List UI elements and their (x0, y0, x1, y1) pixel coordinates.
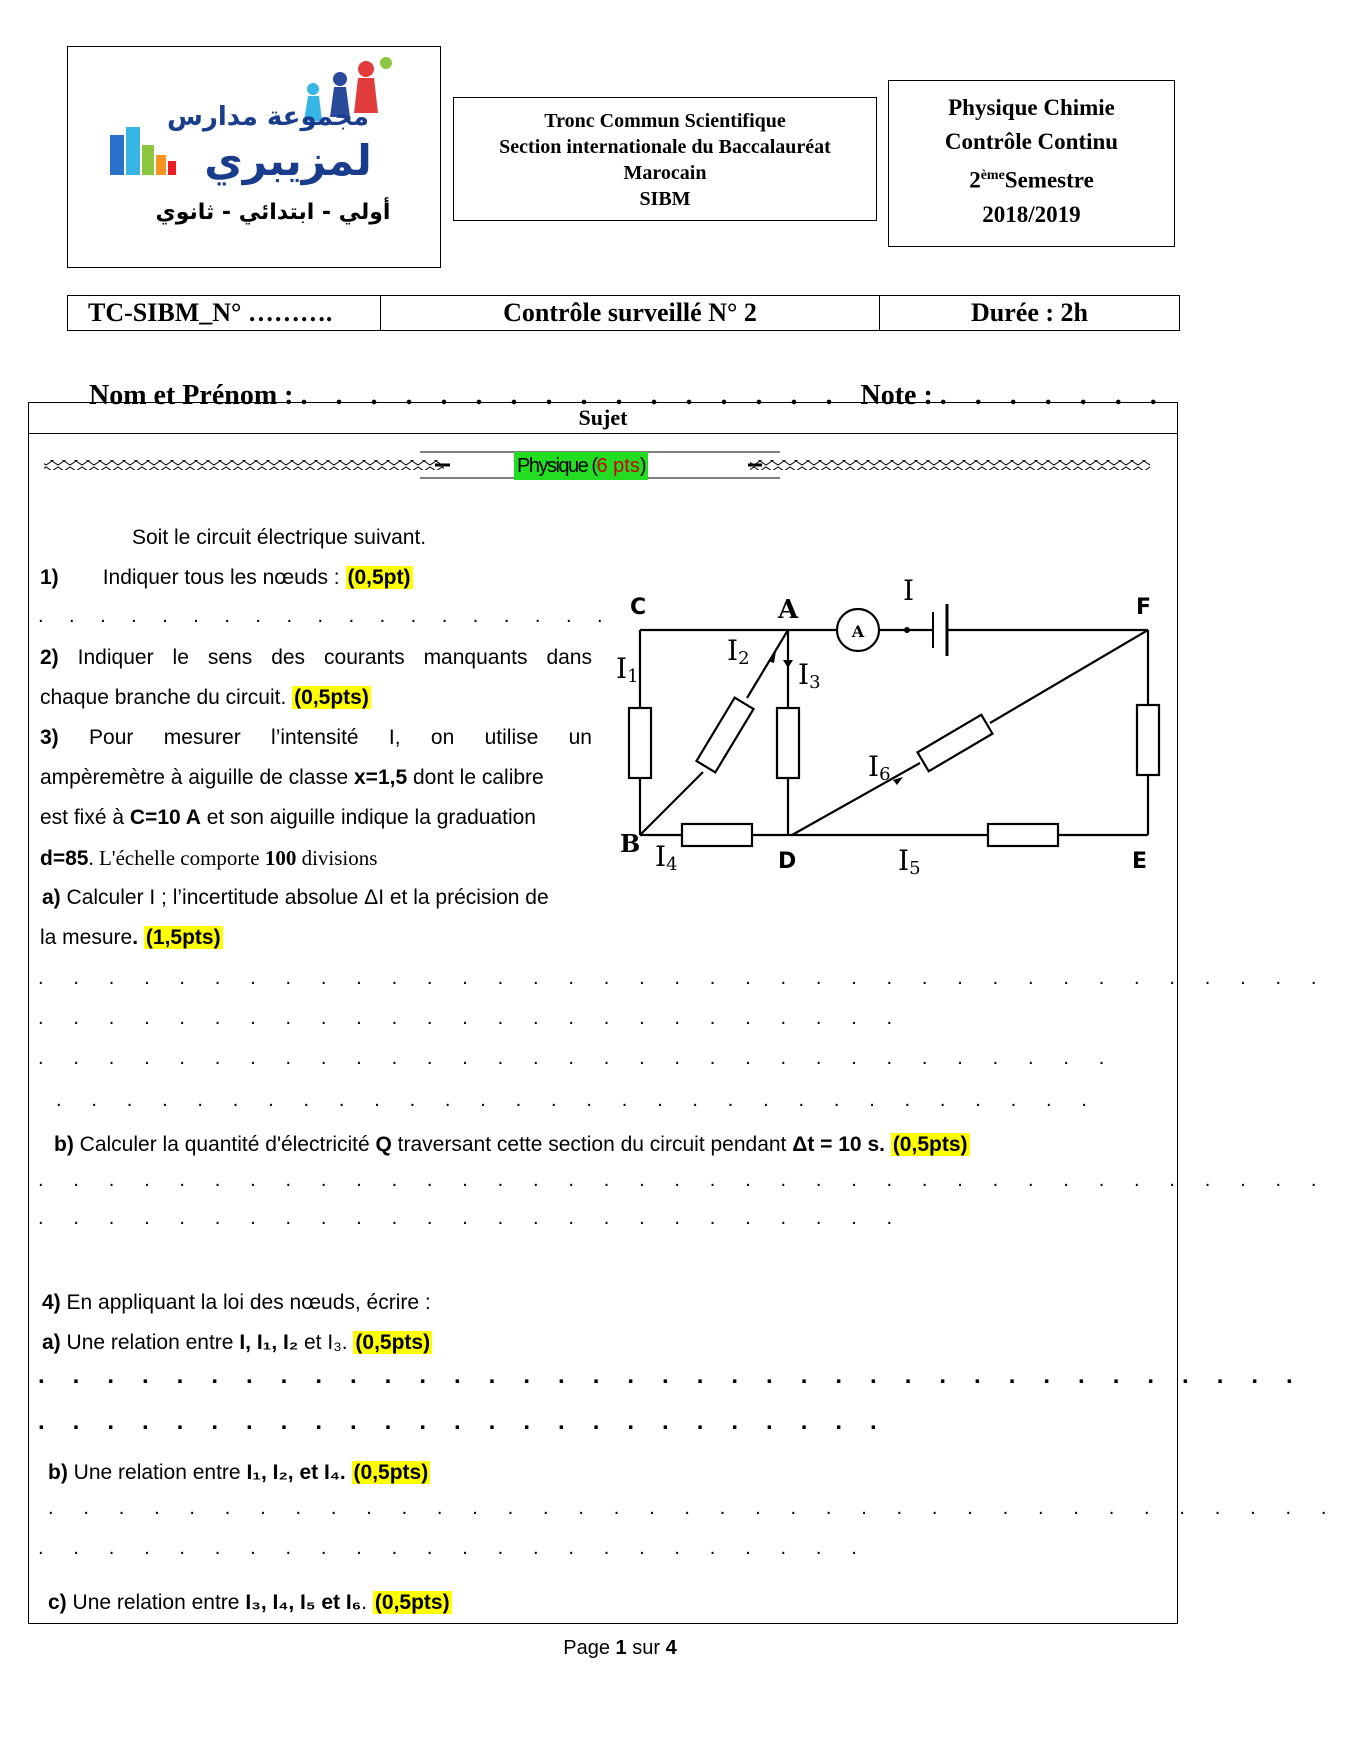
question-4c (48, 1583, 452, 1623)
node-c-label: C (630, 595, 647, 620)
semester (889, 159, 1174, 198)
subject-header: Sujet (28, 402, 1178, 434)
q3-calibre: C=10 A (129, 806, 201, 829)
question-3-line-1 (40, 718, 592, 758)
q2-points: (0,5pts) (294, 686, 369, 709)
q4a-and: et I₃. (298, 1331, 348, 1354)
resistor-r3 (777, 708, 799, 778)
logo-arabic-levels: أولي - ابتدائي - ثانوي (155, 200, 391, 225)
note-label: Note : . (860, 380, 947, 411)
exam-info-row (67, 295, 1180, 331)
answer-line[interactable]: ................... (38, 605, 629, 627)
answer-line[interactable]: ........................ (38, 1537, 887, 1559)
current-i6-label: I6 (868, 750, 891, 785)
answer-line[interactable]: ......................... (38, 1408, 905, 1435)
circuit-diagram (600, 560, 1180, 900)
wire-r6-f (990, 630, 1148, 723)
name-label: Nom et Prénom : . (89, 380, 308, 411)
program-line: Marocain (623, 162, 707, 184)
q3a-points: (1,5pts) (145, 926, 221, 949)
current-i2-arrow-icon (768, 651, 776, 663)
answer-line[interactable]: ..................................... (38, 967, 1347, 989)
q3b-q: Q (375, 1133, 392, 1156)
q4a-label: a) (42, 1331, 61, 1354)
answer-line[interactable]: ..................................... (38, 1169, 1347, 1191)
current-i5-label: I5 (898, 844, 921, 879)
wire-a-r2 (747, 630, 788, 698)
semester-number: 2 (969, 167, 981, 193)
resistor-r6 (918, 715, 993, 772)
q4-number: 4) (42, 1291, 61, 1314)
q4b-points: (0,5pts) (353, 1461, 429, 1484)
footer-total: 4 (665, 1637, 677, 1659)
node-a-label: A (778, 595, 799, 625)
footer-page: 1 (615, 1637, 627, 1659)
node-b-label: B (620, 829, 641, 858)
q4a-vars: I, I₁, I₂ (239, 1331, 299, 1354)
question-3-line-2 (40, 758, 544, 798)
answer-line[interactable]: ......................... (38, 1207, 922, 1229)
question-1 (40, 558, 413, 598)
current-i2-label: I2 (727, 634, 750, 669)
q4c-vars: I₃, I₄, I₅ et I₆ (245, 1591, 362, 1614)
section-points: 6 pts (596, 455, 640, 477)
wire-r2-b (640, 772, 703, 835)
question-4b (48, 1453, 430, 1493)
q4b-vars: I₁, I₂, et I₄. (246, 1461, 346, 1484)
program-box (453, 97, 877, 221)
current-i3-arrow-icon (783, 660, 793, 668)
q4c-points: (0,5pts) (374, 1591, 450, 1614)
program-line: Section internationale du Baccalauréat (499, 136, 831, 158)
q3-text-c2: et son aiguille indique la graduation (200, 806, 536, 829)
exam-type: Contrôle Continu (944, 129, 1119, 154)
ammeter-label: A (851, 622, 865, 641)
q3-text-b1: ampèremètre à aiguille de classe (40, 766, 354, 789)
q1-number: 1) (40, 566, 59, 589)
q3-text-c1: est fixé à (40, 806, 130, 829)
student-number-field[interactable]: TC-SIBM_N° ………. (68, 296, 381, 330)
current-i-label: I (903, 574, 915, 607)
q3a-label: a) (42, 886, 61, 909)
q4c-label: c) (48, 1591, 67, 1614)
logo-bar-cyan (126, 127, 140, 175)
question-3-line-3 (40, 798, 536, 838)
footer-prefix: Page (563, 1637, 616, 1659)
wire-d-r6 (792, 763, 920, 835)
resistor-right (1137, 705, 1159, 775)
q3b-label: b) (54, 1133, 74, 1156)
q3-text-d: . L'échelle comporte (88, 846, 265, 870)
logo-arabic-title: مجموعة مدارس (166, 102, 370, 132)
q3-number: 3) (40, 726, 59, 749)
program-line: SIBM (639, 188, 691, 210)
q3-class: x=1,5 (354, 766, 408, 789)
section-name: Physique ( (517, 455, 597, 477)
intro-text: Soit le circuit électrique suivant. (132, 526, 427, 549)
footer-middle: sur (626, 1637, 666, 1659)
program-line: Tronc Commun Scientifique (544, 110, 786, 132)
logo-arabic-name: لمزيبري (204, 136, 372, 185)
current-i3-label: I3 (798, 658, 821, 693)
answer-line[interactable]: .............................. (56, 1089, 1117, 1111)
semester-sup: ème (980, 168, 1005, 183)
q2-text-b: chaque branche du circuit. (40, 686, 287, 709)
q3b-text1: Calculer la quantité d'électricité (79, 1133, 376, 1156)
school-year: 2018/2019 (982, 201, 1081, 227)
q3b-dt: Δt = 10 s. (792, 1133, 885, 1156)
logo-bar-orange (156, 155, 166, 175)
physics-section-badge (514, 452, 648, 480)
page-footer (0, 1637, 1240, 1660)
resistor-r1 (629, 708, 651, 778)
current-i4-label: I4 (655, 840, 678, 875)
exam-title: Contrôle surveillé N° 2 (381, 296, 880, 330)
school-logo (68, 47, 438, 265)
question-3a-line-1 (42, 878, 549, 918)
question-3b (54, 1125, 970, 1165)
divider-pattern-left (44, 460, 444, 470)
q3a-dot: . (132, 926, 139, 949)
exam-duration: Durée : 2h (971, 298, 1088, 327)
logo-bar-green (142, 145, 154, 175)
subject-box (888, 80, 1175, 247)
question-3a-line-2 (40, 918, 223, 958)
q4c-dot: . (361, 1591, 368, 1614)
q3-graduation: d=85 (40, 847, 89, 870)
q4-text: En appliquant la loi des nœuds, écrire : (66, 1291, 431, 1314)
divider-pattern-right (750, 460, 1150, 470)
name-dots[interactable]: . . . . . . . . . . . . . . . (307, 380, 861, 411)
q2-text-a: Indiquer le sens des courants manquants dans (77, 646, 592, 669)
school-logo-box (67, 46, 441, 268)
q3a-text-a: Calculer I ; l’incertitude absolue ΔI et la précision de (66, 886, 549, 909)
node-e-label: E (1132, 849, 1148, 874)
answer-line[interactable]: ......................... (38, 1007, 922, 1029)
note-dots[interactable]: . . . . . . (946, 380, 1157, 411)
q4a-points: (0,5pts) (355, 1331, 431, 1354)
q3b-text2: traversant cette section du circuit pendant (391, 1133, 793, 1156)
q4b-text: Une relation entre (73, 1461, 247, 1484)
answer-line[interactable]: ..................................... (38, 1362, 1321, 1389)
current-i1-label: I1 (616, 652, 639, 687)
answer-line[interactable]: ..................................... (48, 1497, 1356, 1519)
answer-line[interactable]: ............................... (38, 1047, 1135, 1069)
question-4 (42, 1283, 431, 1323)
resistor-r5 (988, 824, 1058, 846)
q3-text-a: Pour mesurer l’intensité I, on utilise un (89, 726, 592, 749)
q4a-text: Une relation entre (66, 1331, 240, 1354)
q3-divisions-number: 100 (264, 846, 297, 870)
semester-word: Semestre (1004, 167, 1094, 193)
logo-bar-blue (110, 135, 124, 175)
subject-name: Physique Chimie (948, 95, 1115, 120)
node-d-label: D (778, 849, 797, 874)
question-3-line-4 (40, 838, 377, 879)
node-f-label: F (1136, 595, 1152, 620)
q2-number: 2) (40, 646, 59, 669)
q4c-text: Une relation entre (72, 1591, 246, 1614)
q1-text: Indiquer tous les nœuds : (102, 566, 340, 589)
q3b-points: (0,5pts) (892, 1133, 968, 1156)
question-2-line-2 (40, 678, 371, 718)
q1-points: (0,5pt) (347, 566, 411, 589)
logo-bar-red (168, 161, 176, 175)
resistor-r4 (682, 824, 752, 846)
q3-divisions-word: divisions (296, 846, 378, 870)
q4b-label: b) (48, 1461, 68, 1484)
resistor-r2 (696, 698, 753, 773)
question-4a (42, 1323, 432, 1363)
q3a-text-b: la mesure (40, 926, 133, 949)
section-close: ) (639, 455, 646, 477)
current-i-marker (904, 627, 910, 633)
q3-text-b2: dont le calibre (407, 766, 544, 789)
question-2-line-1 (40, 638, 592, 678)
